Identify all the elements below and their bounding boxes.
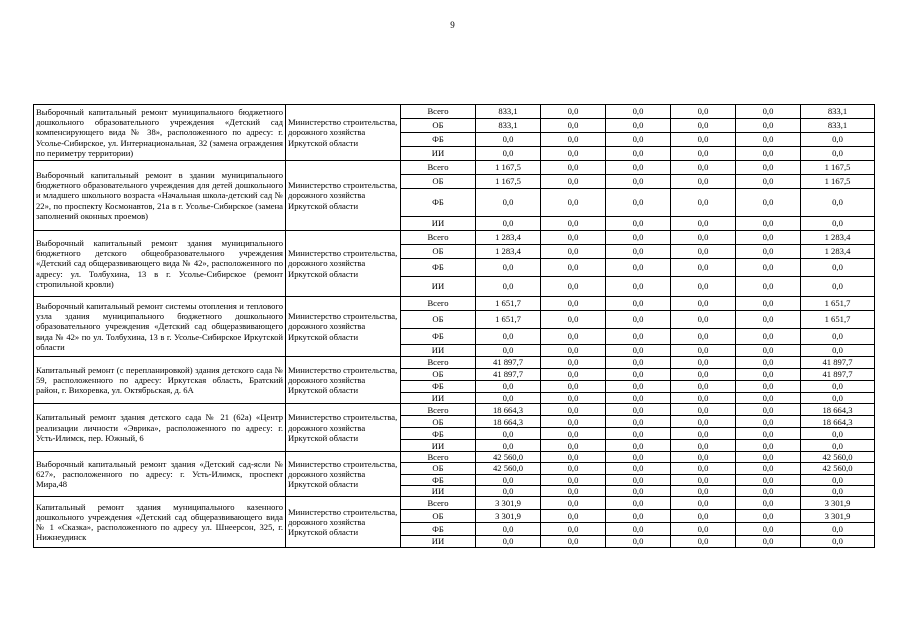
funding-source: Всего [401,497,476,510]
value-cell: 0,0 [541,369,606,381]
value-cell: 0,0 [736,147,801,161]
value-cell: 0,0 [606,428,671,440]
value-cell: 0,0 [606,345,671,357]
value-cell: 0,0 [606,357,671,369]
value-cell: 0,0 [671,231,736,245]
value-cell: 0,0 [606,189,671,217]
value-cell: 0,0 [736,474,801,485]
funding-source: ИИ [401,277,476,297]
value-cell: 0,0 [671,428,736,440]
value-cell: 0,0 [476,485,541,496]
value-cell: 0,0 [736,231,801,245]
funding-source: ФБ [401,189,476,217]
value-cell: 0,0 [671,404,736,416]
funding-source: ФБ [401,329,476,345]
table-row [34,105,875,119]
value-cell: 0,0 [671,189,736,217]
value-cell: 0,0 [541,452,606,463]
value-cell: 0,0 [671,133,736,147]
value-cell: 0,0 [736,452,801,463]
table-row [34,161,875,175]
value-cell: 18 664,3 [476,404,541,416]
value-cell: 0,0 [476,259,541,277]
value-cell: 0,0 [476,393,541,404]
value-cell: 0,0 [671,497,736,510]
project-description: Капитальный ремонт (с перепланировкой) здания детского сада № 59, расположенного по адресу: Иркутская область, Братский район, г. Вихоревка, ул. Октябрьская, д. 6А [34,357,286,404]
value-cell: 0,0 [671,297,736,311]
responsible-executor: Министерство строительства, дорожного хозяйства Иркутской области [286,297,401,357]
value-cell: 0,0 [671,175,736,189]
table-row [34,404,875,416]
value-cell: 0,0 [671,105,736,119]
value-cell: 0,0 [671,119,736,133]
value-cell: 0,0 [736,329,801,345]
value-cell: 0,0 [541,357,606,369]
funding-source: ИИ [401,345,476,357]
value-cell: 0,0 [606,369,671,381]
value-cell: 3 301,9 [476,510,541,523]
table-row [34,452,875,463]
value-cell: 0,0 [541,440,606,452]
value-cell: 0,0 [541,119,606,133]
value-cell: 1 651,7 [476,311,541,329]
value-cell: 0,0 [541,105,606,119]
value-cell: 0,0 [736,536,801,548]
value-cell: 0,0 [736,311,801,329]
value-cell: 0,0 [476,345,541,357]
value-cell: 0,0 [736,245,801,259]
funding-source: Всего [401,452,476,463]
value-cell: 0,0 [606,381,671,393]
value-cell: 0,0 [606,297,671,311]
total-value-cell: 41 897,7 [801,357,875,369]
value-cell: 0,0 [606,231,671,245]
value-cell: 0,0 [736,217,801,231]
value-cell: 0,0 [606,536,671,548]
value-cell: 41 897,7 [476,369,541,381]
total-value-cell: 833,1 [801,105,875,119]
value-cell: 0,0 [541,277,606,297]
value-cell: 0,0 [671,259,736,277]
value-cell: 0,0 [606,277,671,297]
funding-source: ОБ [401,245,476,259]
table-row [34,357,875,369]
value-cell: 0,0 [606,440,671,452]
total-value-cell: 18 664,3 [801,404,875,416]
value-cell: 0,0 [476,474,541,485]
value-cell: 0,0 [476,536,541,548]
value-cell: 0,0 [541,474,606,485]
value-cell: 41 897,7 [476,357,541,369]
project-description: Капитальный ремонт здания муниципального казенного дошкольного учреждения «Детский сад общеразвивающего вида № 1 «Сказка», расположенного по адресу ул. Шнеерсон, 325, г. Нижнеудинск [34,497,286,548]
project-description: Выборочный капитальный ремонт муниципального бюджетного дошкольного образовательного учреждения «Детский сад компенсирующего вида № 38», расположенного по адресу: г. Усолье-Сибирское, ул. Интернациональная, 32 (замена ограждения по периметру территории) [34,105,286,161]
funding-source: ОБ [401,175,476,189]
total-value-cell: 0,0 [801,217,875,231]
value-cell: 0,0 [736,259,801,277]
project-description: Выборочный капитальный ремонт в здании муниципального бюджетного образовательного учреждения для детей дошкольного и младшего школьного возраста «Начальная школа-детский сад № 22», по проспекту Космонавтов, 21а в г. Усолье-Сибирское (замена заполнений оконных проемов) [34,161,286,231]
total-value-cell: 0,0 [801,536,875,548]
responsible-executor: Министерство строительства, дорожного хозяйства Иркутской области [286,497,401,548]
value-cell: 0,0 [671,393,736,404]
total-value-cell: 3 301,9 [801,510,875,523]
value-cell: 0,0 [541,416,606,428]
value-cell: 0,0 [476,523,541,536]
value-cell: 0,0 [671,381,736,393]
total-value-cell: 18 664,3 [801,416,875,428]
value-cell: 0,0 [476,189,541,217]
value-cell: 0,0 [671,485,736,496]
value-cell: 0,0 [606,416,671,428]
value-cell: 0,0 [671,357,736,369]
value-cell: 0,0 [541,463,606,474]
value-cell: 3 301,9 [476,497,541,510]
table-row [34,231,875,245]
value-cell: 0,0 [671,536,736,548]
value-cell: 0,0 [736,189,801,217]
funding-source: ИИ [401,440,476,452]
value-cell: 0,0 [476,277,541,297]
funding-source: Всего [401,297,476,311]
value-cell: 1 651,7 [476,297,541,311]
value-cell: 0,0 [606,393,671,404]
funding-source: ФБ [401,259,476,277]
funding-source: ФБ [401,428,476,440]
value-cell: 0,0 [606,133,671,147]
value-cell: 1 283,4 [476,231,541,245]
value-cell: 0,0 [541,133,606,147]
value-cell: 0,0 [671,440,736,452]
total-value-cell: 0,0 [801,428,875,440]
value-cell: 0,0 [606,474,671,485]
value-cell: 0,0 [736,485,801,496]
value-cell: 0,0 [736,416,801,428]
total-value-cell: 0,0 [801,329,875,345]
value-cell: 0,0 [736,369,801,381]
value-cell: 0,0 [671,523,736,536]
value-cell: 0,0 [606,161,671,175]
total-value-cell: 0,0 [801,189,875,217]
value-cell: 0,0 [541,381,606,393]
value-cell: 0,0 [671,161,736,175]
value-cell: 42 560,0 [476,452,541,463]
total-value-cell: 41 897,7 [801,369,875,381]
value-cell: 0,0 [476,428,541,440]
value-cell: 0,0 [671,452,736,463]
total-value-cell: 0,0 [801,393,875,404]
value-cell: 0,0 [476,440,541,452]
value-cell: 0,0 [736,381,801,393]
value-cell: 0,0 [606,217,671,231]
total-value-cell: 0,0 [801,474,875,485]
value-cell: 0,0 [606,175,671,189]
responsible-executor: Министерство строительства, дорожного хозяйства Иркутской области [286,357,401,404]
value-cell: 0,0 [541,161,606,175]
value-cell: 0,0 [606,463,671,474]
responsible-executor: Министерство строительства, дорожного хозяйства Иркутской области [286,161,401,231]
value-cell: 0,0 [736,440,801,452]
total-value-cell: 0,0 [801,133,875,147]
funding-source: ИИ [401,485,476,496]
value-cell: 0,0 [541,311,606,329]
value-cell: 833,1 [476,105,541,119]
total-value-cell: 0,0 [801,259,875,277]
value-cell: 0,0 [541,485,606,496]
total-value-cell: 0,0 [801,523,875,536]
value-cell: 0,0 [541,497,606,510]
project-description: Выборочный капитальный ремонт здания «Детский сад-ясли № 627», расположенного по адресу: г. Усть-Илимск, проспект Мира,48 [34,452,286,497]
project-description: Выборочный капитальный ремонт системы отопления и теплового узла здания муниципального бюджетного дошкольного образовательного учреждения «Детский сад общеразвивающего вида № 42» по ул. Толбухина, 13 в г. Усолье-Сибирское Иркутской области [34,297,286,357]
value-cell: 0,0 [606,510,671,523]
value-cell: 0,0 [671,329,736,345]
funding-source: Всего [401,231,476,245]
value-cell: 0,0 [606,119,671,133]
value-cell: 0,0 [541,245,606,259]
value-cell: 0,0 [736,357,801,369]
funding-source: ИИ [401,393,476,404]
total-value-cell: 1 651,7 [801,311,875,329]
funding-source: Всего [401,357,476,369]
funding-source: ФБ [401,523,476,536]
value-cell: 0,0 [736,428,801,440]
value-cell: 0,0 [736,345,801,357]
project-description: Выборочный капитальный ремонт здания муниципального бюджетного детского общеобразовательного учреждения «Детский сад общеразвивающего вида № 42», расположенного по адресу: ул. Толбухина, 13 в г. Усолье-Сибирское (ремонт стропильной кровли) [34,231,286,297]
funding-source: ФБ [401,133,476,147]
value-cell: 0,0 [606,404,671,416]
value-cell: 0,0 [606,452,671,463]
value-cell: 0,0 [541,147,606,161]
value-cell: 0,0 [736,119,801,133]
funding-source: ОБ [401,510,476,523]
responsible-executor: Министерство строительства, дорожного хозяйства Иркутской области [286,452,401,497]
page-number: 9 [450,20,455,30]
value-cell: 0,0 [736,523,801,536]
total-value-cell: 42 560,0 [801,452,875,463]
total-value-cell: 1 651,7 [801,297,875,311]
total-value-cell: 0,0 [801,485,875,496]
total-value-cell: 1 167,5 [801,161,875,175]
value-cell: 0,0 [606,147,671,161]
value-cell: 0,0 [671,245,736,259]
value-cell: 0,0 [671,277,736,297]
value-cell: 0,0 [606,485,671,496]
value-cell: 0,0 [606,245,671,259]
responsible-executor: Министерство строительства, дорожного хозяйства Иркутской области [286,105,401,161]
value-cell: 0,0 [541,217,606,231]
total-value-cell: 1 283,4 [801,245,875,259]
total-value-cell: 1 167,5 [801,175,875,189]
value-cell: 0,0 [606,497,671,510]
value-cell: 0,0 [671,510,736,523]
value-cell: 0,0 [736,393,801,404]
value-cell: 0,0 [541,393,606,404]
total-value-cell: 1 283,4 [801,231,875,245]
value-cell: 0,0 [671,474,736,485]
value-cell: 0,0 [606,105,671,119]
value-cell: 0,0 [476,329,541,345]
value-cell: 0,0 [476,381,541,393]
value-cell: 0,0 [671,147,736,161]
funding-source: Всего [401,105,476,119]
value-cell: 0,0 [541,175,606,189]
value-cell: 0,0 [606,311,671,329]
funding-source: Всего [401,404,476,416]
value-cell: 0,0 [476,147,541,161]
value-cell: 0,0 [541,329,606,345]
value-cell: 0,0 [606,329,671,345]
value-cell: 42 560,0 [476,463,541,474]
total-value-cell: 0,0 [801,147,875,161]
funding-source: Всего [401,161,476,175]
total-value-cell: 42 560,0 [801,463,875,474]
value-cell: 0,0 [541,345,606,357]
value-cell: 0,0 [476,133,541,147]
value-cell: 0,0 [541,189,606,217]
value-cell: 0,0 [606,259,671,277]
total-value-cell: 0,0 [801,381,875,393]
total-value-cell: 0,0 [801,345,875,357]
value-cell: 1 167,5 [476,161,541,175]
responsible-executor: Министерство строительства, дорожного хозяйства Иркутской области [286,404,401,452]
funding-source: ИИ [401,536,476,548]
value-cell: 0,0 [476,217,541,231]
funding-source: ОБ [401,416,476,428]
table-row [34,497,875,510]
value-cell: 18 664,3 [476,416,541,428]
value-cell: 833,1 [476,119,541,133]
total-value-cell: 3 301,9 [801,497,875,510]
value-cell: 0,0 [541,510,606,523]
value-cell: 0,0 [541,428,606,440]
table-body [34,105,875,548]
value-cell: 0,0 [671,217,736,231]
value-cell: 0,0 [541,536,606,548]
total-value-cell: 0,0 [801,440,875,452]
value-cell: 0,0 [736,133,801,147]
value-cell: 0,0 [671,416,736,428]
value-cell: 0,0 [736,175,801,189]
value-cell: 0,0 [671,463,736,474]
value-cell: 0,0 [736,297,801,311]
value-cell: 0,0 [671,311,736,329]
value-cell: 0,0 [736,404,801,416]
value-cell: 0,0 [671,369,736,381]
value-cell: 0,0 [541,404,606,416]
funding-source: ФБ [401,474,476,485]
funding-source: ОБ [401,369,476,381]
funding-source: ФБ [401,381,476,393]
value-cell: 0,0 [541,231,606,245]
value-cell: 0,0 [541,523,606,536]
value-cell: 0,0 [606,523,671,536]
total-value-cell: 833,1 [801,119,875,133]
value-cell: 0,0 [671,345,736,357]
value-cell: 0,0 [541,297,606,311]
value-cell: 1 283,4 [476,245,541,259]
project-description: Капитальный ремонт здания детского сада № 21 (62а) «Центр реализации личности «Эврика», расположенного по адресу: г. Усть-Илимск, пер. Южный, 6 [34,404,286,452]
value-cell: 0,0 [736,510,801,523]
budget-table [33,104,875,548]
funding-source: ОБ [401,311,476,329]
value-cell: 0,0 [736,463,801,474]
total-value-cell: 0,0 [801,277,875,297]
value-cell: 0,0 [736,497,801,510]
funding-source: ОБ [401,119,476,133]
value-cell: 0,0 [736,105,801,119]
table-row [34,297,875,311]
responsible-executor: Министерство строительства, дорожного хозяйства Иркутской области [286,231,401,297]
funding-source: ИИ [401,217,476,231]
value-cell: 1 167,5 [476,175,541,189]
funding-source: ИИ [401,147,476,161]
funding-source: ОБ [401,463,476,474]
value-cell: 0,0 [736,161,801,175]
value-cell: 0,0 [736,277,801,297]
value-cell: 0,0 [541,259,606,277]
